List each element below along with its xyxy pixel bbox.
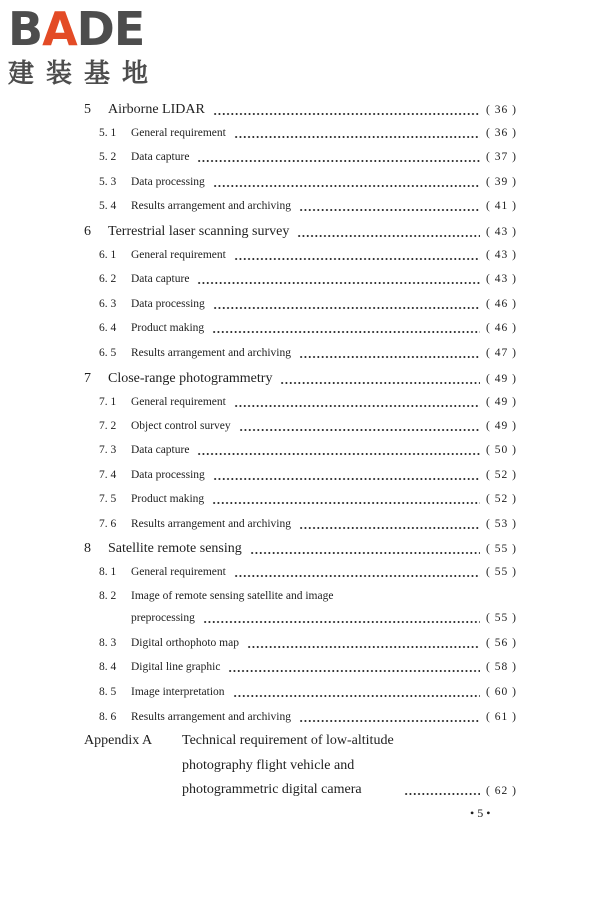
- toc-title: Digital orthophoto map: [131, 637, 239, 649]
- toc-leader-dots: [212, 502, 480, 504]
- appendix-title-line-1: Technical requirement of low-altitude: [182, 733, 394, 748]
- toc-leader-dots: [213, 113, 480, 115]
- appendix-title-line-3: photogrammetric digital camera: [182, 782, 362, 797]
- toc-number: 7. 2: [99, 420, 117, 432]
- toc-title: Results arrangement and archiving: [131, 347, 291, 359]
- toc-title: Product making: [131, 322, 205, 334]
- toc-leader-dots: [197, 160, 480, 162]
- toc-leader-dots: [233, 695, 480, 697]
- toc-title-continued: preprocessing: [131, 612, 195, 624]
- toc-title: Close-range photogrammetry: [108, 371, 273, 386]
- toc-page-number: ( 43 ): [486, 226, 517, 238]
- toc-page-number: ( 50 ): [486, 444, 517, 456]
- toc-title: General requirement: [131, 396, 226, 408]
- toc-leader-dots: [197, 453, 480, 455]
- toc-number: 5. 4: [99, 200, 117, 212]
- toc-leader-dots: [213, 185, 480, 187]
- toc-leader-dots: [203, 621, 480, 623]
- toc-page-number: ( 53 ): [486, 518, 517, 530]
- toc-page-number: ( 46 ): [486, 298, 517, 310]
- toc-page-number: ( 52 ): [486, 493, 517, 505]
- logo-chinese-text: 建装基地: [8, 59, 161, 89]
- toc-title: Object control survey: [131, 420, 231, 432]
- toc-title: Data capture: [131, 444, 190, 456]
- toc-page-number: ( 49 ): [486, 373, 517, 385]
- toc-number: 5. 3: [99, 176, 117, 188]
- toc-number: 7. 1: [99, 396, 117, 408]
- toc-leader-dots: [197, 282, 480, 284]
- toc-number: 7. 6: [99, 518, 117, 530]
- logo-wordmark: BADE: [8, 2, 145, 56]
- toc-number: 8. 6: [99, 711, 117, 723]
- toc-leader-dots: [234, 258, 480, 260]
- toc-title: Data processing: [131, 298, 205, 310]
- toc-leader-dots: [228, 670, 480, 672]
- toc-number: 8. 1: [99, 566, 117, 578]
- toc-title: General requirement: [131, 566, 226, 578]
- toc-number: 5. 1: [99, 127, 117, 139]
- toc-number: 6. 2: [99, 273, 117, 285]
- toc-page-number: ( 46 ): [486, 322, 517, 334]
- toc-number: 7. 5: [99, 493, 117, 505]
- toc-title: Data capture: [131, 273, 190, 285]
- toc-number: 5. 2: [99, 151, 117, 163]
- toc-number: 7. 3: [99, 444, 117, 456]
- toc-page-number: ( 52 ): [486, 469, 517, 481]
- toc-leader-dots: [404, 793, 480, 795]
- appendix-title-line-2: photography flight vehicle and: [182, 758, 355, 773]
- toc-title: Results arrangement and archiving: [131, 711, 291, 723]
- toc-title: Image of remote sensing satellite and image: [131, 590, 334, 602]
- toc-page-number: ( 56 ): [486, 637, 517, 649]
- toc-leader-dots: [234, 136, 480, 138]
- toc-leader-dots: [213, 307, 480, 309]
- toc-page-number: ( 49 ): [486, 420, 517, 432]
- toc-title: Data processing: [131, 469, 205, 481]
- toc-page-number: ( 43 ): [486, 249, 517, 261]
- toc-title: Airborne LIDAR: [108, 102, 205, 117]
- toc-leader-dots: [234, 575, 480, 577]
- toc-number: 7: [84, 371, 91, 386]
- toc-page-number: ( 41 ): [486, 200, 517, 212]
- toc-page-number: ( 60 ): [486, 686, 517, 698]
- toc-leader-dots: [299, 356, 480, 358]
- toc-page-number: ( 55 ): [486, 543, 517, 555]
- toc-page-number: ( 47 ): [486, 347, 517, 359]
- toc-page-number: ( 61 ): [486, 711, 517, 723]
- toc-number: 6. 3: [99, 298, 117, 310]
- toc-title: Digital line graphic: [131, 661, 221, 673]
- toc-leader-dots: [297, 235, 480, 237]
- toc-page-number: ( 49 ): [486, 396, 517, 408]
- toc-title: Results arrangement and archiving: [131, 200, 291, 212]
- toc-leader-dots: [212, 331, 480, 333]
- toc-leader-dots: [280, 382, 480, 384]
- toc-page-number: ( 39 ): [486, 176, 517, 188]
- toc-number: 6: [84, 224, 91, 239]
- toc-leader-dots: [299, 527, 480, 529]
- appendix-label: Appendix A: [84, 733, 153, 748]
- toc-number: 7. 4: [99, 469, 117, 481]
- toc-number: 6. 1: [99, 249, 117, 261]
- toc-leader-dots: [299, 720, 480, 722]
- toc-title: General requirement: [131, 127, 226, 139]
- toc-leader-dots: [247, 646, 480, 648]
- toc-title: General requirement: [131, 249, 226, 261]
- toc-page-number: ( 37 ): [486, 151, 517, 163]
- toc-page-number: ( 36 ): [486, 127, 517, 139]
- toc-leader-dots: [299, 209, 480, 211]
- toc-number: 8. 4: [99, 661, 117, 673]
- toc-number: 8. 3: [99, 637, 117, 649]
- toc-page-number: ( 36 ): [486, 104, 517, 116]
- toc-title: Data processing: [131, 176, 205, 188]
- toc-title: Satellite remote sensing: [108, 541, 242, 556]
- toc-number: 5: [84, 102, 91, 117]
- page-number: • 5 •: [470, 806, 491, 820]
- toc-leader-dots: [239, 429, 480, 431]
- toc-number: 6. 4: [99, 322, 117, 334]
- toc-title: Results arrangement and archiving: [131, 518, 291, 530]
- appendix-page: ( 62 ): [486, 785, 517, 797]
- toc-leader-dots: [234, 405, 480, 407]
- toc-title: Product making: [131, 493, 205, 505]
- toc-title: Terrestrial laser scanning survey: [108, 224, 290, 239]
- toc-leader-dots: [250, 552, 480, 554]
- toc-page-number: ( 58 ): [486, 661, 517, 673]
- toc-number: 8: [84, 541, 91, 556]
- toc-page-number: ( 55 ): [486, 612, 517, 624]
- toc-page-number: ( 55 ): [486, 566, 517, 578]
- toc-number: 6. 5: [99, 347, 117, 359]
- toc-leader-dots: [213, 478, 480, 480]
- toc-title: Data capture: [131, 151, 190, 163]
- toc-page-number: ( 43 ): [486, 273, 517, 285]
- toc-number: 8. 2: [99, 590, 117, 602]
- toc-number: 8. 5: [99, 686, 117, 698]
- toc-title: Image interpretation: [131, 686, 225, 698]
